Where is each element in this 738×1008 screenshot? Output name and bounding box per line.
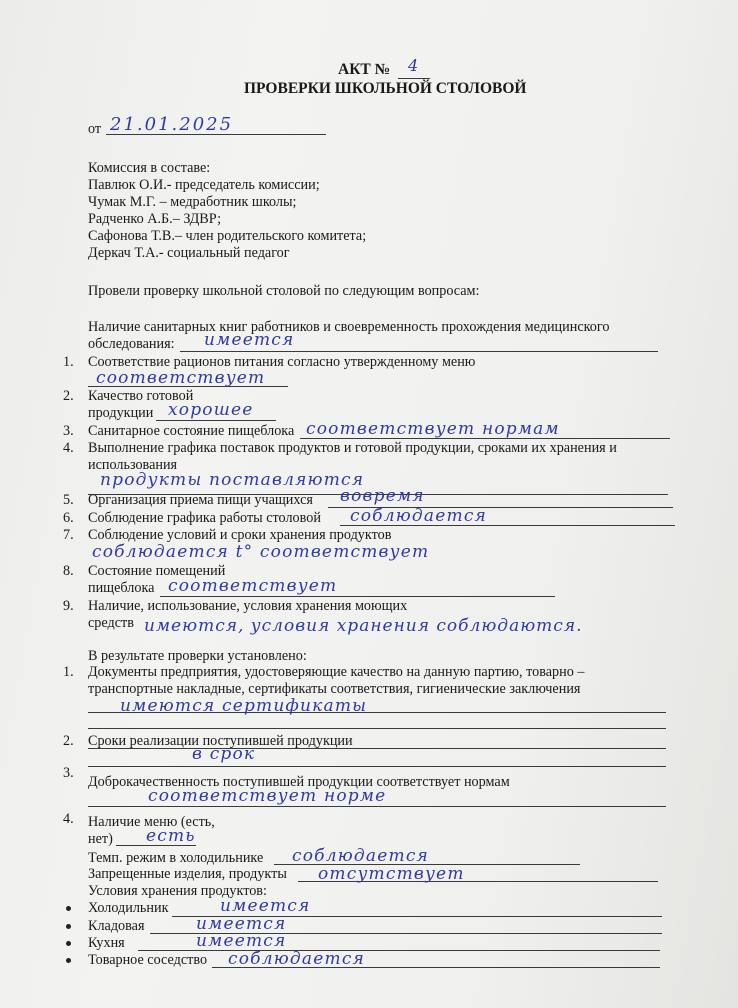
question-answer: соответствует <box>96 368 266 388</box>
storage-label: Товарное соседство <box>88 952 208 968</box>
question-text: Соблюдение графика работы столовой <box>88 510 321 526</box>
question-number: 8. <box>63 563 74 579</box>
page-title: ПРОВЕРКИ ШКОЛЬНОЙ СТОЛОВОЙ <box>244 80 527 97</box>
answer-line <box>180 351 658 352</box>
temp-label: Темп. режим в холодильнике <box>88 850 264 866</box>
commission-member: Радченко А.Б.– ЗДВР; <box>88 211 222 227</box>
sanitary-books-label: Наличие санитарных книг работников и своевременность прохождения медицинского <box>88 319 610 335</box>
result-answer: в срок <box>192 744 256 764</box>
result-number: 1. <box>63 664 74 680</box>
question-text: Наличие, использование, условия хранения моющих <box>88 598 408 614</box>
result-text: Сроки реализации поступившей продукции <box>88 733 353 749</box>
question-text-2: средств <box>88 615 134 631</box>
question-answer: соблюдается <box>350 506 487 526</box>
inspection-intro: Провели проверку школьной столовой по следующим вопросам: <box>88 283 480 299</box>
act-label: АКТ № <box>338 61 391 78</box>
temp-answer: соблюдается <box>292 846 429 866</box>
storage-answer: имеется <box>196 931 287 951</box>
bullet <box>66 924 71 929</box>
question-text-2: пищеблока <box>88 580 155 596</box>
question-text: Соответствие рационов питания согласно утвержденному меню <box>88 354 476 370</box>
question-number: 5. <box>63 492 74 508</box>
date-prefix: от <box>88 121 102 137</box>
storage-answer: соблюдается <box>228 949 365 969</box>
commission-member: Павлюк О.И.- председатель комиссии; <box>88 177 320 193</box>
question-number: 7. <box>63 527 74 543</box>
commission-heading: Комиссия в составе: <box>88 160 211 176</box>
question-number: 6. <box>63 510 74 526</box>
question-answer: соответствует нормам <box>306 419 560 439</box>
question-text-2: использования <box>88 457 178 473</box>
commission-member: Чумак М.Г. – медработник школы; <box>88 194 297 210</box>
act-number: 4 <box>408 56 420 75</box>
bullet <box>66 958 71 963</box>
question-answer: соблюдается t° соответствует <box>92 542 430 562</box>
answer-line <box>88 748 666 749</box>
result-text: Доброкачественность поступившей продукции соответствует нормам <box>88 774 510 790</box>
result-number: 2. <box>63 733 74 749</box>
sanitary-books-label-2: обследования: <box>88 336 175 352</box>
question-text: Организация приема пищи учащихся <box>88 492 313 508</box>
result-number: 3. <box>63 765 74 781</box>
result-text: нет) <box>88 831 113 847</box>
question-number: 1. <box>63 354 74 370</box>
storage-label: Кладовая <box>88 918 145 934</box>
storage-answer: имеется <box>196 914 287 934</box>
act-number-line <box>398 78 430 79</box>
question-text: Выполнение графика поставок продуктов и готовой продукции, сроками их хранения и <box>88 440 617 456</box>
date-value: 21.01.2025 <box>110 114 234 135</box>
forbidden-label: Запрещенные изделия, продукты <box>88 866 287 882</box>
question-text-2: продукции <box>88 405 154 421</box>
answer-line <box>88 766 666 767</box>
question-answer: хорошее <box>168 400 254 420</box>
storage-label: Холодильник <box>88 900 169 916</box>
question-text: Состояние помещений <box>88 563 226 579</box>
answer-line <box>88 728 666 729</box>
storage-answer: имеется <box>220 896 311 916</box>
question-number: 3. <box>63 423 74 439</box>
result-text: транспортные накладные, сертификаты соответствия, гигиенические заключения <box>88 681 581 697</box>
bullet <box>66 941 71 946</box>
question-answer: соответствует <box>168 576 338 596</box>
question-number: 9. <box>63 598 74 614</box>
result-text: Наличие меню (есть, <box>88 814 215 830</box>
storage-heading: Условия хранения продуктов: <box>88 883 267 899</box>
question-text: Качество готовой <box>88 388 194 404</box>
question-text: Соблюдение условий и сроки хранения продуктов <box>88 527 392 543</box>
question-answer: продукты поставляются <box>100 470 365 490</box>
result-number: 4. <box>63 811 74 827</box>
results-heading: В результате проверки установлено: <box>88 648 307 664</box>
answer-line <box>156 420 276 421</box>
forbidden-answer: отсутствует <box>318 864 465 884</box>
answer-line <box>160 596 555 597</box>
question-number: 4. <box>63 440 74 456</box>
answer-line <box>88 806 666 807</box>
question-number: 2. <box>63 388 74 404</box>
result-text: Документы предприятия, удостоверяющие качество на данную партию, товарно – <box>88 664 585 680</box>
question-text: Санитарное состояние пищеблока <box>88 423 295 439</box>
commission-member: Деркач Т.А.- социальный педагог <box>88 245 290 261</box>
question-answer: имеются, условия хранения соблюдаются. <box>144 616 583 636</box>
answer-line <box>88 712 666 713</box>
question-answer: вовремя <box>340 486 425 506</box>
result-answer: имеются сертификаты <box>120 696 368 716</box>
sanitary-books-answer: имеется <box>204 330 295 350</box>
bullet <box>66 906 71 911</box>
result-answer: соответствует норме <box>148 786 387 806</box>
storage-label: Кухня <box>88 935 125 951</box>
commission-member: Сафонова Т.В.– член родительского комитета; <box>88 228 367 244</box>
result-answer: есть <box>146 826 196 846</box>
